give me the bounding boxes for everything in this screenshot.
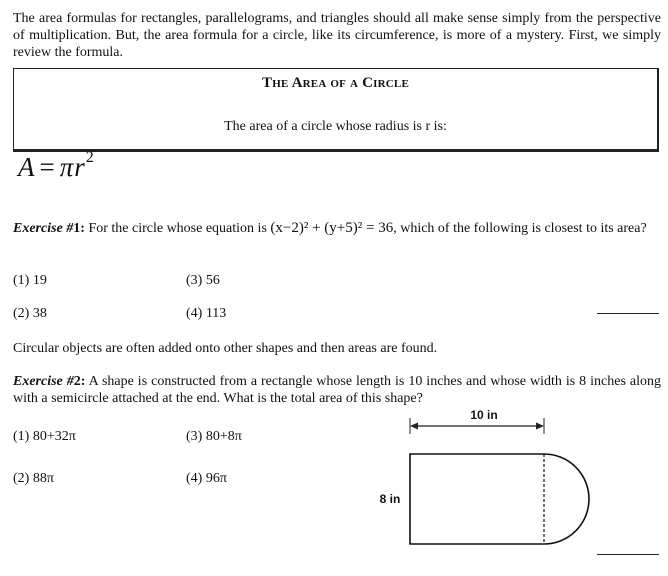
exercise-1-text-after: , which of the following is closest to its area? [393, 221, 647, 236]
formula-rhs: πr [59, 152, 86, 182]
formula-exponent: 2 [85, 149, 95, 166]
exercise-1-label-prefix: Exercise # [13, 221, 74, 236]
exercise-1-choice-2[interactable]: (2) 38 [13, 306, 47, 321]
exercise-2-label-prefix: Exercise # [13, 374, 74, 389]
exercise-1-choice-4[interactable]: (4) 113 [186, 306, 227, 321]
exercise-1-choice-1[interactable]: (1) 19 [13, 273, 47, 288]
figure-length-label: 10 in [470, 408, 498, 422]
exercise-2-prompt [13, 373, 661, 407]
figure-width-label: 8 in [379, 492, 401, 506]
exercise-1-text-before: For the circle whose equation is [88, 221, 267, 236]
exercise-2-answer-blank[interactable] [597, 554, 659, 555]
transition-paragraph: Circular objects are often added onto other shapes and then areas are found. [13, 341, 438, 356]
definition-text: The area of a circle whose radius is r is: [224, 119, 447, 134]
exercise-2-choice-3[interactable]: (3) 80+8π [186, 429, 242, 444]
definition-box [13, 68, 659, 152]
exercise-2-choice-4[interactable]: (4) 96π [186, 471, 227, 486]
exercise-2-choice-2[interactable]: (2) 88π [13, 471, 54, 486]
intro-paragraph: The area formulas for rectangles, parallelograms, and triangles should all make sense simply from the perspective of multiplication. But, the area formula for a circle, like its circumference, is more of a mystery. First, we simply review the formula. [13, 11, 661, 60]
exercise-1-prompt [13, 220, 661, 237]
exercise-1-choice-3[interactable]: (3) 56 [186, 273, 220, 288]
exercise-2-label-num: 2: [73, 374, 86, 389]
formula-equals: = [39, 152, 56, 182]
dimension-arrow-right [536, 423, 544, 430]
rectangle-outline [410, 454, 544, 544]
definition-box-title: The Area of a Circle [261, 75, 410, 91]
semicircle-outline [544, 454, 589, 544]
exercise-2-text: A shape is constructed from a rectangle whose length is 10 inches and whose width is 8 inches along with a semicircle attached at the end. What is the total area of this shape? [13, 374, 662, 406]
rectangle-semicircle-figure [370, 404, 610, 554]
area-formula [18, 149, 95, 183]
formula-lhs: A [18, 152, 36, 182]
dimension-arrow-left [410, 423, 418, 430]
exercise-1-answer-blank[interactable] [597, 313, 659, 314]
exercise-1-equation: (x−2)² + (y+5)² = 36 [270, 220, 394, 236]
definition-box-body [14, 119, 657, 135]
exercise-1-label-num: 1: [73, 221, 85, 236]
exercise-2-choice-1[interactable]: (1) 80+32π [13, 429, 76, 444]
